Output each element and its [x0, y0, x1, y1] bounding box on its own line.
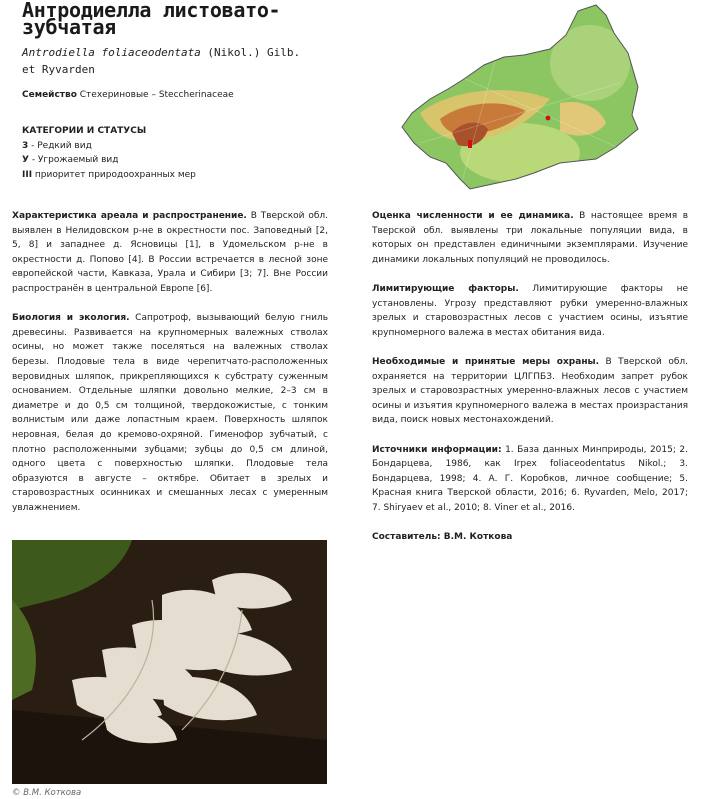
- measures-text: В Тверской обл. охраняется на территории ЦЛГПБЗ. Необходим запрет рубок зрелых и старовозрастных умеренно-влажных лесов с участием осины и изъятия крупномерного валежа в местах произрастания вида, поиск новых местонахождений.: [372, 356, 688, 426]
- author-section: [372, 530, 688, 545]
- measures-heading: Необходимые и принятые меры охраны.: [372, 356, 600, 367]
- map-marker-udomlya: [546, 116, 551, 121]
- sources-section: [372, 443, 688, 516]
- limiting-section: [372, 282, 688, 340]
- categories-block: [22, 124, 196, 182]
- range-text: В Тверской обл. выявлен в Нелидовском р-не в окрестности пос. Заповедный [2, 5, 8] и западнее д. Ясновицы [1], в Удомельском р-не в окрестности д. Попово [4]. В России встречается в лесной зоне европейской части, Кавказа, Урала и Сибири [3; 7]. Вне России распространён в центральной Европе [6].: [12, 211, 328, 294]
- category-item: III приоритет природоохранных мер: [22, 169, 196, 180]
- abundance-section: [372, 209, 688, 267]
- sources-heading: Источники информации:: [372, 444, 502, 455]
- family-label: Семейство: [22, 90, 77, 100]
- biology-text: Сапротроф, вызывающий белую гниль древесины. Развивается на крупномерных валежных стволах осины, но может также поселяться на валежных стволах березы. Плодовые тела в виде черепитчато-расположенных веровидных шляпок, прикрепляющихся к субстрату суженным основанием. Отдельные шляпки довольно мелкие, 2–3 см в диаметре и до 0,5 см толщиной, твердокожистые, с тонким волнистым или даже лопастным краем. Поверхность шляпок неровная, белая до кремово-охряной. Гименофор зубчатый, с плотно расположенными зубцами; зубцы до 0,5 см длиной, одного цвета с поверхностью шляпки. Плодовые тела образуются в августе – октябре. Обитает в зрелых и старовозрастных осинниках и смешанных лесах с умеренным увлажнением.: [12, 313, 328, 513]
- page-title: [22, 0, 382, 39]
- abundance-text: В настоящее время в Тверской обл. выявлены три локальные популяции вида, в которых он представлен единичными экземплярами. Изучение динамики локальных популяций не проводилось.: [372, 211, 688, 265]
- limiting-heading: Лимитирующие факторы.: [372, 283, 519, 294]
- latin-authors-a: (Nikol.) Gilb.: [200, 46, 301, 59]
- limiting-text: Лимитирующие факторы не установлены. Угрозу представляют рубки умеренно-влажных зрелых и старовозрастных лесов с участием осины, изъятие крупномерного валежа в местах обитания вида.: [372, 283, 689, 338]
- biology-heading: Биология и экология.: [12, 313, 130, 324]
- abundance-heading: Оценка численности и ее динамика.: [372, 211, 574, 221]
- latin-name: [22, 44, 377, 78]
- measures-section: [372, 355, 688, 428]
- biology-section: [12, 311, 328, 515]
- title-line-2: зубчатая: [22, 15, 116, 39]
- sources-text: 1. База данных Минприроды, 2015; 2. Бондарцева, 1986, как Irpex foliaceodentatus Nikol.; 3. Бондарцева, 1998; 4. А. Г. Коробков, личное сообщение; 5. Красная книга Тверской области, 2016; 6. Ryvarden, Melo, 2017; 7. Shiryaev et al., 2010; 8. Viner et al., 2016.: [372, 444, 688, 513]
- distribution-map: [400, 3, 640, 191]
- title-line-1: Антродиелла листовато-: [22, 0, 281, 22]
- latin-species: Antrodiella foliaceodentata: [22, 46, 201, 59]
- author-line: Составитель: В.М. Коткова: [372, 532, 513, 543]
- left-column: [12, 209, 328, 530]
- family-line: [22, 90, 234, 100]
- range-section: [12, 209, 328, 297]
- map-lowland-light: [550, 25, 630, 101]
- latin-authors-b: et Ryvarden: [22, 63, 95, 76]
- category-item: У - Угрожаемый вид: [22, 155, 119, 165]
- photo-credit: © В.М. Коткова: [12, 788, 82, 798]
- family-value: Стехериновые – Steccherinaceae: [76, 90, 234, 100]
- category-item: 3 - Редкий вид: [22, 140, 92, 151]
- map-marker-nelidovo: [468, 140, 472, 148]
- range-heading: Характеристика ареала и распространение.: [12, 211, 247, 221]
- species-photo: [12, 540, 327, 784]
- right-column: [372, 209, 688, 559]
- categories-heading: КАТЕГОРИИ И СТАТУСЫ: [22, 126, 147, 136]
